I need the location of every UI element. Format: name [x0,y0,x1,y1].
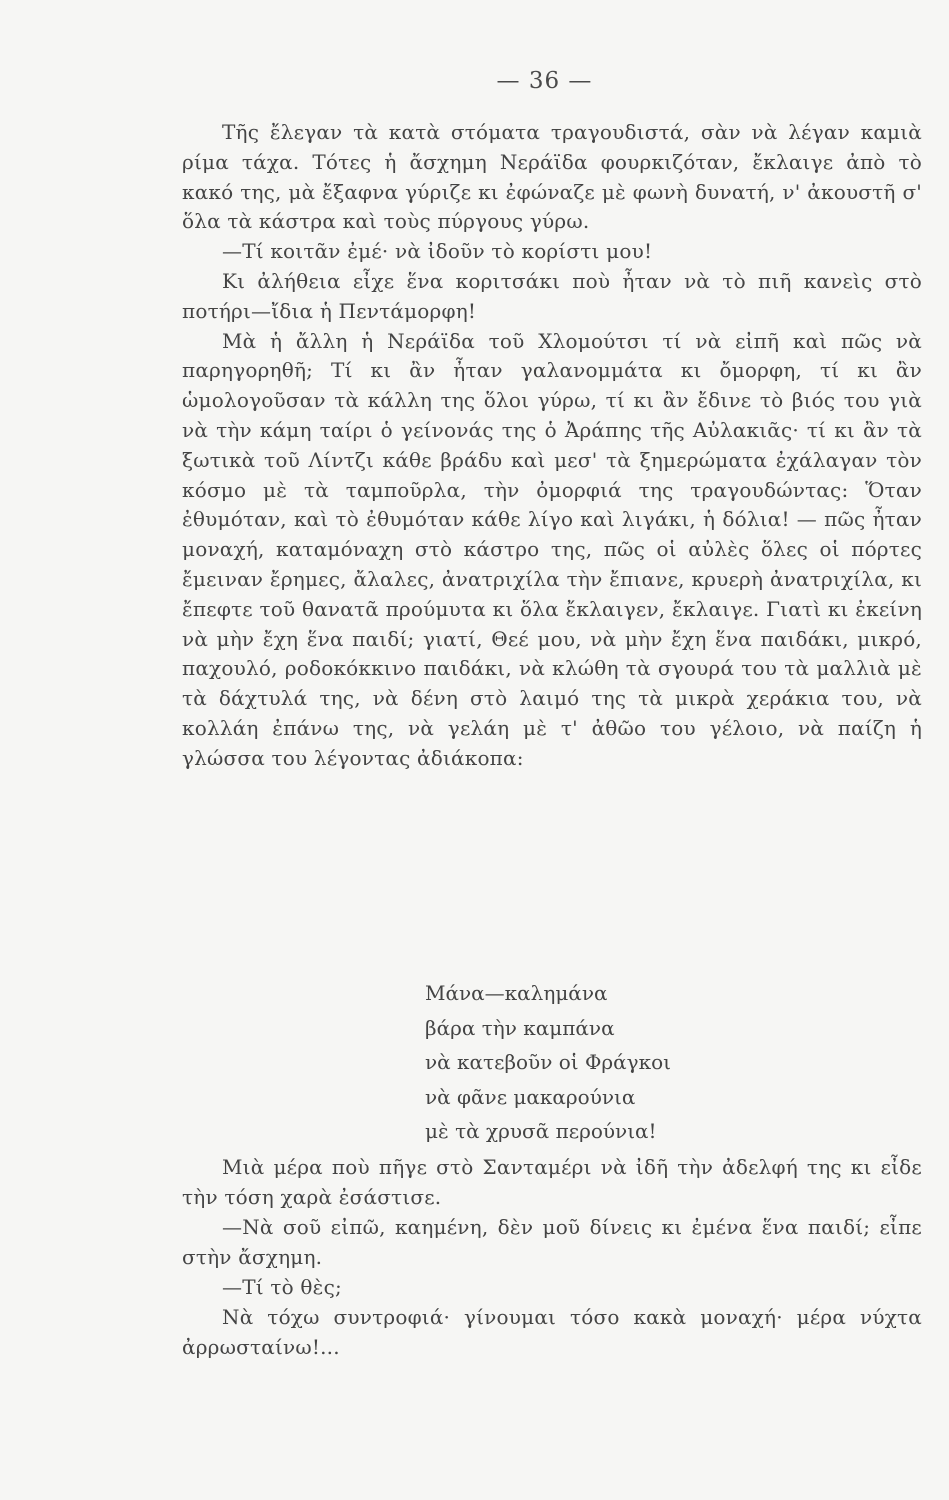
paragraph-4: Μὰ ἡ ἄλλη ἡ Νεράϊδα τοῦ Χλομούτσι τί νὰ εἰπῆ καὶ πῶς νὰ παρηγορηθῆ; Τί κι ἂν ἦταν γαλανομμάτα κι ὄμορφη, τί κι ἂν ὡμολογοῦσαν τὰ κάλλη της ὅλοι γύρω, τί κι ἂν ἔδινε τὸ βιός του γιὰ νὰ τὴν κάμη ταίρι ὁ γείνονάς της ὁ Ἀράπης τῆς Αὐλακιᾶς· τί κι ἂν τὰ ξωτικὰ τοῦ Λίντζι κάθε βράδυ καὶ μεσ' τὰ ξημερώματα ἐχάλαγαν τὸν κόσμο μὲ τὰ ταμποῦρλα, τὴν ὀμορφιά της τραγουδώντας: Ὅταν ἐθυμόταν, καὶ τὸ ἐθυμόταν κάθε λίγο καὶ λιγάκι, ἡ δόλια! — πῶς ἦταν μοναχή, καταμόναχη στὸ κάστρο της, πῶς οἱ αὐλὲς ὅλες οἱ πόρτες ἔμειναν ἔρημες, ἄλαλες, ἀνατριχίλα τὴν ἔπιανε, κρυερὴ ἀνατριχίλα, κι ἔπεφτε τοῦ θανατᾶ προύμυτα κι ὅλα ἔκλαιγεν, ἔκλαιγε. Γιατὶ κι ἐκείνη νὰ μὴν ἔχη ἕνα παιδί; γιατί, Θεέ μου, νὰ μὴν ἔχη ἕνα παιδάκι, μικρό, παχουλό, ροδοκόκκινο παιδάκι, νὰ κλώθη τὰ σγουρά του τὰ μαλλιὰ μὲ τὰ δάχτυλά της, νὰ δένη στὸ λαιμό της τὰ μικρὰ χεράκια του, νὰ κολλάη ἐπάνω της, νὰ γελάη μὲ τ' ἀθῶο του γέλοιο, νὰ παίζη ἡ γλώσσα του λέγοντας ἀδιάκοπα: [182,328,922,770]
verse-block [425,976,671,1149]
verse-line-2: βάρα τὴν καμπάνα [425,1015,615,1040]
paragraph-6: —Νὰ σοῦ εἰπῶ, καημένη, δὲν μοῦ δίνεις κι ἐμένα ἕνα παιδί; εἶπε στὴν ἄσχημη. [182,1215,922,1269]
verse-line-1: Μάνα—καλημάνα [425,981,608,1005]
paragraph-3: Κι ἀλήθεια εἶχε ἕνα κοριτσάκι ποὺ ἦταν νὰ τὸ πιῆ κανεὶς στὸ ποτήρι—ἴδια ἡ Πεντάμορφη! [182,268,922,323]
paragraph-7: —Τί τὸ θὲς; [222,1275,342,1299]
paragraph-1: Τῆς ἔλεγαν τὰ κατὰ στόματα τραγουδιστά, σὰν νὰ λέγαν καμιὰ ρίμα τάχα. Τότες ἡ ἄσχημη Νεράϊδα φουρκιζόταν, ἔκλαιγε ἀπὸ τὸ κακό της, μὰ ἔξαφνα γύριζε κι ἐφώναζε μὲ φωνὴ δυνατή, ν' ἀκουστῆ σ' ὅλα τὰ κάστρα καὶ τοὺς πύργους γύρω. [182,120,922,234]
closing-text [182,1152,922,1362]
paragraph-5: Μιὰ μέρα ποὺ πῆγε στὸ Σανταμέρι νὰ ἰδῆ τὴν ἀδελφή της κι εἶδε τὴν τόση χαρὰ ἐσάστισε. [182,1155,922,1209]
verse-line-5: μὲ τὰ χρυσᾶ περούνια! [425,1119,657,1143]
paragraph-2: —Τί κοιτᾶν ἐμέ· νὰ ἰδοῦν τὸ κορίστι μου! [222,239,653,264]
paragraph-8: Νὰ τόχω συντροφιά· γίνουμαι τόσο κακὰ μοναχή· μέρα νύχτα ἀρρωσταίνω!... [182,1305,922,1359]
page-number: — 36 — [496,68,593,94]
verse-line-4: νὰ φᾶνε μακαρούνια [425,1084,636,1109]
main-text [182,118,922,774]
verse-line-3: νὰ κατεβοῦν οἱ Φράγκοι [425,1050,671,1074]
